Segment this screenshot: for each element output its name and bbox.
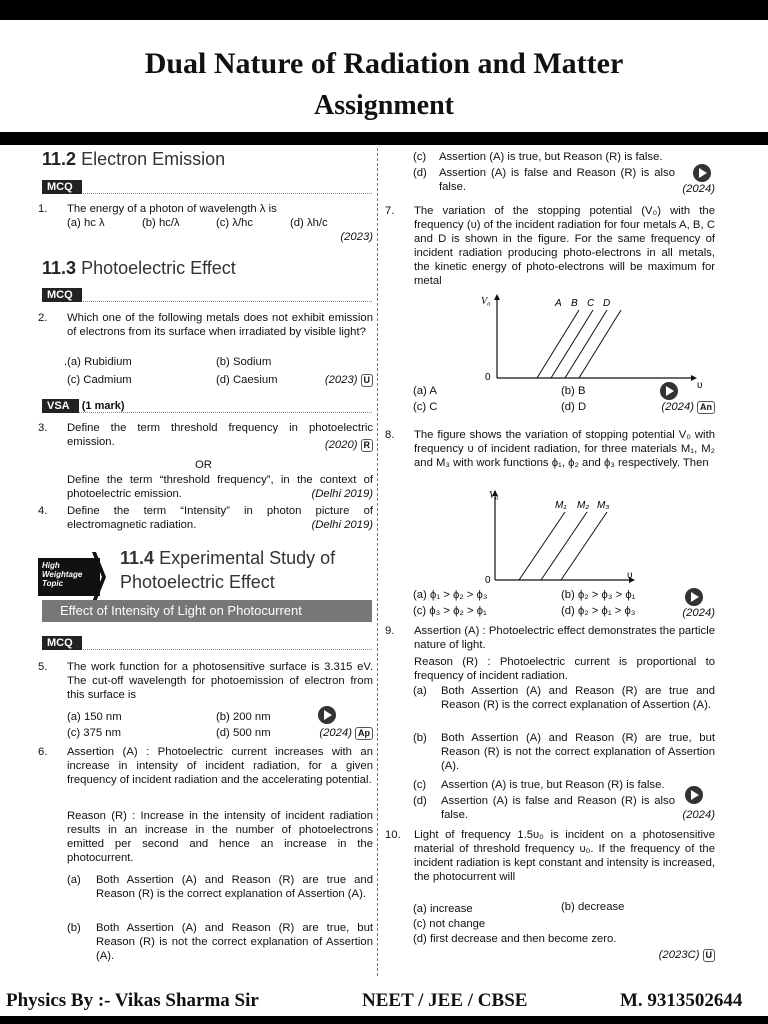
video-play-icon[interactable] (685, 588, 703, 606)
footer-author: Physics By :- Vikas Sharma Sir (6, 990, 259, 1011)
axis-x-label: υ (627, 570, 633, 581)
stopping-potential-graph-m123 (481, 486, 641, 586)
mcq-badge: MCQ (42, 636, 82, 650)
line-label-m1: M₁ (555, 500, 567, 511)
video-play-icon[interactable] (693, 164, 711, 182)
subtopic-banner: Effect of Intensity of Light on Photocurrent (42, 600, 372, 622)
mcq-badge: MCQ (42, 288, 82, 302)
mcq-badge-row (42, 180, 372, 194)
application-tag: Ap (355, 727, 373, 740)
line-label-d: D (603, 298, 611, 309)
mcq-badge-row-3 (42, 636, 372, 650)
vsa-badge: VSA (42, 399, 79, 413)
section-11-4-heading: 11.4 Experimental Study of Photoelectric Effect (120, 548, 336, 592)
page-subtitle: Assignment (313, 90, 454, 121)
question-9: 9. Assertion (A) : Photoelectric effect demonstrates the particle nature of light. Reason (R) : Photoelectric current is proportional to frequency of incident radiation. (a) Both Assertion (A) and Reason (R) are true and Reason (R) is the correct explanation of Assertion (A). (b) Both Assertion (A) and Reason (R) are true, but Reason (R) is not the correct explanation of Assertion (A). (c) Assertion (A) is true, but Reason (R) is false. (d) Assertion (A) is false and Reason (R) is also false. (2024) (385, 625, 715, 821)
analysis-tag: An (697, 401, 715, 414)
axis-y-label: V₀ (489, 490, 499, 501)
question-2: 2. Which one of the following metals does not exhibit emission of electrons from its surface when irradiated by visible light? .(a) Rubidium (b) Sodium (c) Cadmium (d) Caesium (2023) U (38, 312, 373, 386)
footer-phone: M. 9313502644 (620, 990, 743, 1011)
line-label-m2: M₂ (577, 500, 590, 511)
line-label-m3: M₃ (597, 500, 610, 511)
high-weightage-badge: High Weightage Topic (38, 558, 100, 596)
section-11-2-heading: 11.2 Electron Emission (42, 149, 226, 169)
question-1: 1. The energy of a photon of wavelength λ is (a) hc λ (b) hc/λ (c) λ/hc (d) λh/c (2023) (38, 203, 373, 243)
question-8: 8. The figure shows the variation of stopping potential V₀ with frequency υ of incident radiation, for three materials M₁, M₂ and M₃ with work functions ϕ₁, ϕ₂ and ϕ₃ respectively. Then (385, 429, 715, 469)
question-5: 5. The work function for a photosensitive surface is 3.315 eV. The cut-off wavelength for photoemission of electron from this surface is (a) 150 nm (b) 200 nm (c) 375 nm (d) 500 nm (2024) Ap (38, 661, 373, 739)
question-6-continued: (c) Assertion (A) is true, but Reason (R) is false. (d) Assertion (A) is false and Reason (R) is also false. (2024) (413, 151, 715, 195)
video-play-icon[interactable] (318, 706, 336, 724)
column-divider (377, 148, 378, 976)
video-play-icon[interactable] (660, 382, 678, 400)
question-6: 6. Assertion (A) : Photoelectric current increases with an increase in intensity of incident radiation, for a given frequency of incident radiation and the accelerating potential. Reason (R) : Increase in the intensity of incident radiation results in an increase in the number of photoelectrons emitted per second and hence an increase in the photocurrent. (a) Both Assertion (A) and Reason (R) are true and Reason (R) is the correct explanation of Assertion (A). (b) Both Assertion (A) and Reason (R) are true, but Reason (R) is not the correct explanation of Assertion (A). (38, 746, 373, 962)
line-label-b: B (571, 298, 578, 309)
video-play-icon[interactable] (685, 786, 703, 804)
stopping-potential-graph-abcd (475, 292, 705, 388)
mcq-badge-row-2 (42, 288, 372, 302)
mcq-badge: MCQ (42, 180, 82, 194)
question-7-options: (a) A (b) B (c) C (d) D (2024) An (385, 382, 715, 418)
vsa-badge-row: VSA (1 mark) (42, 399, 372, 413)
understanding-tag: U (361, 374, 374, 387)
question-10: 10. Light of frequency 1.5υ₀ is incident on a photosensitive material of threshold frequency υ₀. If the frequency of the incident radiation is kept constant and intensity is increased, the photocurrent will (a) increase (b) decrease (c) not change (d) first decrease and then become zero. (2023C) U (385, 829, 715, 961)
chevron-right-icon (92, 552, 106, 602)
section-11-3-heading: 11.3 Photoelectric Effect (42, 258, 236, 278)
title-divider-bar (0, 132, 768, 145)
line-label-c: C (587, 298, 595, 309)
left-column (38, 148, 373, 976)
remembering-tag: R (361, 439, 374, 452)
understanding-tag: U (703, 949, 716, 962)
line-label-a: A (555, 298, 562, 309)
question-4: 4. Define the term “Intensity” in photon picture of electromagnetic radiation. (Delhi 2019) (38, 505, 373, 531)
bottom-bar (0, 1016, 768, 1024)
axis-x-label: υ (697, 380, 703, 388)
question-8-options: (a) ϕ₁ > ϕ₂ > ϕ₃ (b) ϕ₂ > ϕ₃ > ϕ₁ (c) ϕ₃ > ϕ₂ > ϕ₁ (d) ϕ₂ > ϕ₁ > ϕ₃ (2024) (413, 589, 715, 619)
question-7: 7. The variation of the stopping potential (V₀) with the frequency (υ) of the incident radiation for four metals A, B, C and D is shown in the figure. For the same frequency of incident radiation producing photo-electrons in all metals, the kinetic energy of photo-electrons will be maximum for metal (385, 205, 715, 287)
top-bar (0, 0, 768, 20)
question-3: 3. Define the term threshold frequency in photoelectric emission. (2020) R OR Define the term “threshold frequency”, in the context of photoelectric emission. (Delhi 2019) (38, 422, 373, 500)
origin-label: 0 (485, 372, 491, 383)
origin-label: 0 (485, 575, 491, 586)
footer-exams: NEET / JEE / CBSE (362, 990, 528, 1011)
axis-y-label: V₀ (481, 296, 491, 307)
page-footer (0, 990, 768, 1012)
right-column (385, 148, 715, 976)
page-title: Dual Nature of Radiation and Matter (144, 47, 624, 80)
